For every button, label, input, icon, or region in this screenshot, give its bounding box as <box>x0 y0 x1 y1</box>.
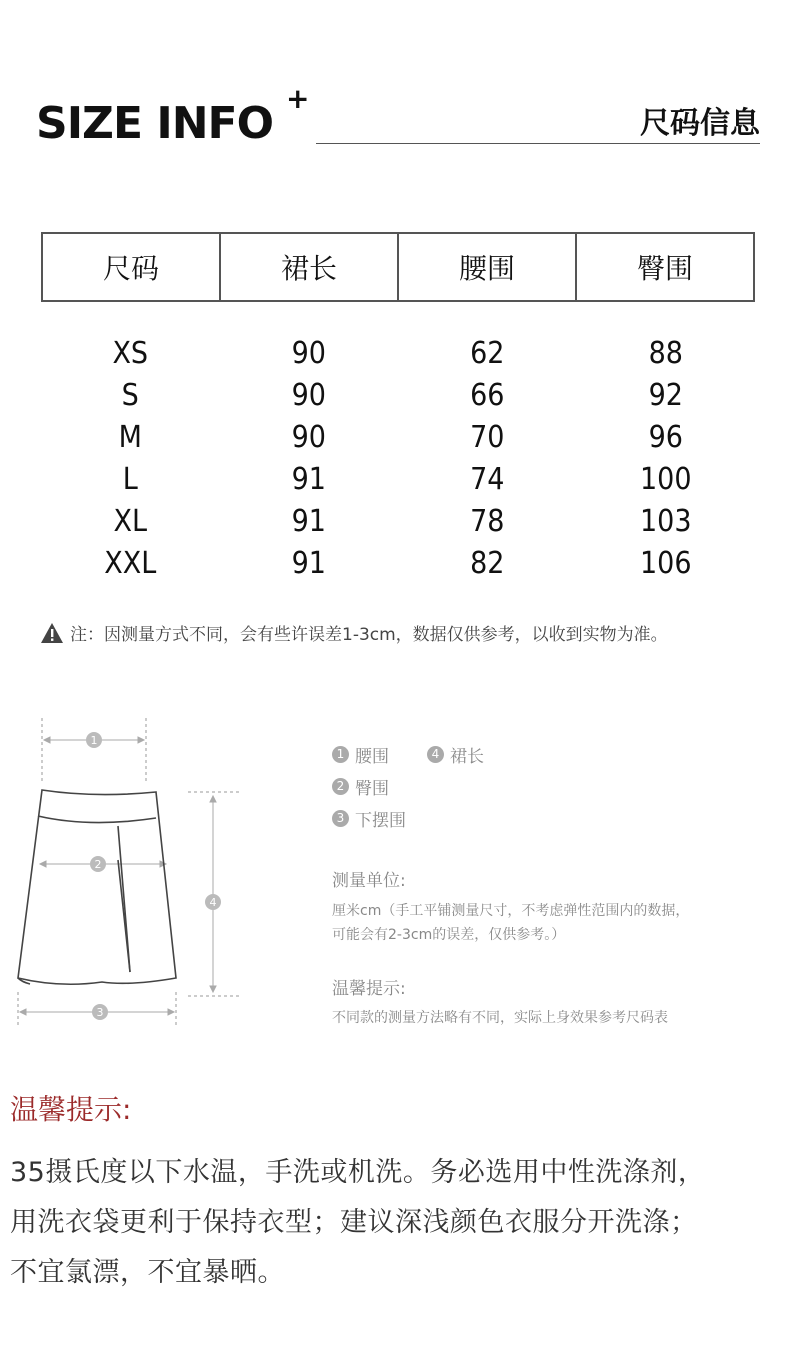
size-table <box>41 232 755 584</box>
skirt-outline <box>18 790 176 984</box>
tips-block <box>332 974 668 1027</box>
tips-text: 不同款的测量方法略有不同，实际上身效果参考尺码表 <box>332 1010 668 1026</box>
table-cell: 82 <box>470 545 505 581</box>
table-cell: 78 <box>470 503 505 539</box>
skirt-diagram <box>10 710 250 1040</box>
table-cell: 96 <box>648 419 683 455</box>
measurement-note <box>40 620 668 645</box>
table-cell: XL <box>113 503 147 539</box>
legend-item-hem <box>332 802 522 834</box>
marker-3-label: 3 <box>96 1006 104 1019</box>
table-cell: 92 <box>648 377 683 413</box>
legend-label: 腰围 <box>355 746 389 767</box>
table-cell: 91 <box>291 545 326 581</box>
table-cell: 100 <box>639 461 692 497</box>
title-plus: + <box>286 82 310 115</box>
title-chinese: 尺码信息 <box>640 106 760 141</box>
table-cell: 103 <box>639 503 692 539</box>
header-size: 尺码 <box>43 234 221 300</box>
table-cell: S <box>121 377 139 413</box>
diagram-legend <box>332 738 522 834</box>
legend-number-icon: 2 <box>332 778 349 795</box>
care-line-2: 用洗衣袋更利于保持衣型；建议深浅颜色衣服分开洗涤； <box>10 1207 698 1238</box>
table-cell: 88 <box>648 335 683 371</box>
table-cell: 74 <box>470 461 505 497</box>
table-cell: 90 <box>291 377 326 413</box>
table-cell: XXL <box>104 545 157 581</box>
care-text <box>10 1148 785 1298</box>
table-cell: 90 <box>291 335 326 371</box>
table-cell: L <box>122 461 138 497</box>
table-row <box>41 500 755 542</box>
title-row <box>36 82 760 152</box>
legend-label: 裙长 <box>450 746 484 767</box>
guide-lines <box>18 718 240 1028</box>
header-length: 裙长 <box>221 234 399 300</box>
table-cell: XS <box>112 335 149 371</box>
table-cell: 62 <box>470 335 505 371</box>
tips-heading: 温馨提示: <box>332 979 406 999</box>
marker-4-label: 4 <box>209 896 217 909</box>
measure-arrows <box>20 737 216 1015</box>
table-cell: 90 <box>291 419 326 455</box>
legend-number-icon: 4 <box>427 746 444 763</box>
table-cell: 106 <box>639 545 692 581</box>
marker-1-label: 1 <box>90 734 98 747</box>
title-divider <box>316 143 760 144</box>
care-line-3: 不宜氯漂，不宜暴晒。 <box>10 1257 285 1288</box>
care-title: 温馨提示: <box>10 1093 132 1126</box>
legend-item-hip <box>332 770 522 802</box>
legend-label: 下摆围 <box>355 810 406 831</box>
legend-item-waist <box>332 738 389 770</box>
table-body <box>41 332 755 584</box>
unit-line-2: 可能会有2-3cm的误差，仅供参考。） <box>332 927 566 943</box>
table-cell: 91 <box>291 503 326 539</box>
title-english: SIZE INFO <box>36 98 273 149</box>
diagram-markers <box>86 732 221 1020</box>
warning-icon <box>40 622 64 644</box>
table-row <box>41 374 755 416</box>
unit-line-1: 厘米cm（手工平铺测量尺寸，不考虑弹性范围内的数据， <box>332 903 690 919</box>
unit-heading: 测量单位: <box>332 871 406 891</box>
header-hip: 臀围 <box>577 234 755 300</box>
legend-number-icon: 3 <box>332 810 349 827</box>
table-row <box>41 542 755 584</box>
legend-item-length <box>427 738 484 770</box>
header-waist: 腰围 <box>399 234 577 300</box>
table-cell: 66 <box>470 377 505 413</box>
table-cell: M <box>118 419 142 455</box>
table-row <box>41 458 755 500</box>
table-row <box>41 332 755 374</box>
table-row <box>41 416 755 458</box>
note-text: 注：因测量方式不同，会有些许误差1-3cm，数据仅供参考，以收到实物为准。 <box>70 625 668 645</box>
care-line-1: 35摄氏度以下水温，手洗或机洗。务必选用中性洗涤剂， <box>10 1157 706 1188</box>
table-cell: 70 <box>470 419 505 455</box>
table-cell: 91 <box>291 461 326 497</box>
legend-label: 臀围 <box>355 778 389 799</box>
unit-block <box>332 866 689 947</box>
table-header <box>41 232 755 302</box>
marker-2-label: 2 <box>94 858 102 871</box>
legend-row <box>332 738 522 770</box>
legend-number-icon: 1 <box>332 746 349 763</box>
